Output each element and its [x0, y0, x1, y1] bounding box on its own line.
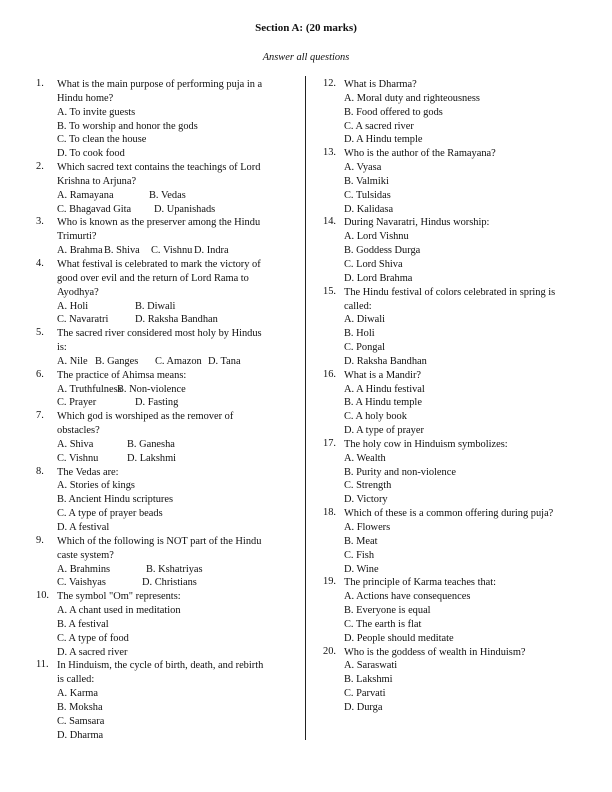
column-divider	[305, 76, 306, 740]
answer-option: C. Vaishyas	[57, 577, 106, 589]
question-text: is:	[57, 342, 67, 354]
answer-option: B. Diwali	[135, 300, 176, 312]
answer-option: A. Lord Vishnu	[344, 231, 409, 243]
answer-option: A. Holi	[57, 300, 89, 312]
question-item	[323, 216, 588, 285]
answer-option: C. Tulsidas	[344, 189, 391, 201]
option-row	[344, 396, 588, 410]
option-row	[344, 701, 588, 715]
question-item	[36, 216, 296, 258]
question-item	[36, 410, 296, 465]
option-row	[57, 521, 296, 535]
answer-option: C. Strength	[344, 480, 392, 492]
option-row	[57, 355, 296, 369]
option-row	[57, 493, 296, 507]
option-row	[344, 493, 588, 507]
question-text: Hindu home?	[57, 92, 114, 104]
answer-option: A. Actions have consequences	[344, 591, 471, 603]
question-text: What is Dharma?	[344, 79, 417, 90]
answer-option: B. To worship and honor the gods	[57, 120, 198, 132]
option-row	[57, 701, 296, 715]
question-text: What is the main purpose of performing puja in a	[57, 79, 263, 90]
option-row	[57, 300, 296, 314]
answer-option: C. Parvati	[344, 688, 386, 700]
answer-option: D. Lord Brahma	[344, 272, 413, 284]
answer-option: D. Fasting	[135, 397, 179, 409]
question-number: 1.	[36, 78, 44, 89]
answer-option: C. Samsara	[57, 715, 105, 727]
answer-option: B. Moksha	[57, 701, 103, 713]
option-row	[57, 147, 296, 161]
answer-option: D. To cook food	[57, 148, 125, 160]
option-row	[344, 120, 588, 134]
option-row	[344, 673, 588, 687]
option-row	[57, 313, 296, 327]
question-number: 19.	[323, 576, 336, 588]
answer-option: B. Kshatriyas	[146, 563, 203, 575]
question-text: Who is known as the preserver among the Hindu	[57, 217, 261, 229]
question-number: 2.	[36, 161, 44, 173]
question-item	[36, 369, 296, 411]
question-number: 17.	[323, 437, 336, 449]
question-number: 6.	[36, 368, 44, 380]
question-text: called:	[344, 300, 372, 312]
question-number: 4.	[36, 257, 44, 269]
answer-option: D. A sacred river	[57, 646, 128, 658]
answer-option: C. To clean the house	[57, 134, 147, 146]
question-text: Which of these is a common offering during puja?	[344, 508, 554, 520]
answer-option: B. A Hindu temple	[344, 397, 422, 409]
option-row	[344, 175, 588, 189]
answer-option: C. Fish	[344, 549, 375, 561]
question-item	[36, 327, 296, 369]
answer-option: C. Amazon	[155, 355, 202, 367]
option-row	[344, 161, 588, 175]
answer-option: A. A chant used in meditation	[57, 605, 181, 617]
answer-option: D. Durga	[344, 701, 383, 713]
answer-option: B. Valmiki	[344, 175, 389, 187]
option-row	[57, 563, 296, 577]
question-text: The principle of Karma teaches that:	[344, 577, 497, 589]
answer-option: D. Kalidasa	[344, 203, 394, 215]
question-text: What is a Mandir?	[344, 369, 422, 381]
option-row	[344, 327, 588, 341]
answer-option: B. Ganesha	[127, 438, 175, 450]
question-text: The practice of Ahimsa means:	[57, 369, 187, 381]
question-text: In Hinduism, the cycle of birth, death, and rebirth	[57, 660, 264, 672]
question-text: The Vedas are:	[57, 466, 119, 478]
question-number: 8.	[36, 465, 44, 477]
option-row	[57, 479, 296, 493]
answer-option: B. Purity and non-violence	[344, 466, 456, 478]
answer-option: C. Navaratri	[57, 314, 109, 326]
option-row	[344, 466, 588, 480]
answer-option: B. Non-violence	[117, 383, 186, 395]
option-row	[344, 424, 588, 438]
instructions: Answer all questions	[262, 52, 350, 63]
option-row	[344, 521, 588, 535]
left-column	[36, 78, 296, 743]
question-number: 14.	[323, 216, 336, 228]
option-row	[57, 120, 296, 134]
option-row	[344, 92, 588, 106]
question-number: 15.	[323, 285, 336, 297]
question-item	[323, 369, 588, 438]
question-number: 13.	[323, 147, 336, 159]
answer-option: D. Indra	[194, 245, 229, 257]
answer-option: A. Karma	[57, 688, 98, 700]
answer-option: A. Brahmins	[57, 563, 111, 575]
answer-option: C. A type of food	[57, 632, 129, 644]
option-row	[344, 244, 588, 258]
question-text: obstacles?	[57, 425, 100, 437]
question-number: 11.	[36, 659, 49, 671]
option-row	[344, 258, 588, 272]
option-row	[344, 618, 588, 632]
answer-option: C. Prayer	[57, 397, 97, 409]
answer-option: A. Saraswati	[344, 660, 398, 672]
answer-option: A. Wealth	[344, 452, 386, 464]
right-column	[323, 78, 588, 715]
option-row	[344, 563, 588, 577]
question-text: caste system?	[57, 549, 114, 561]
question-text: The Hindu festival of colors celebrated in spring is	[344, 286, 556, 298]
answer-option: D. A type of prayer	[344, 425, 424, 437]
answer-option: C. Bhagavad Gita	[57, 203, 132, 215]
option-row	[344, 452, 588, 466]
answer-option: D. Raksha Bandhan	[344, 355, 427, 367]
option-row	[57, 646, 296, 660]
question-item	[36, 535, 296, 590]
option-row	[344, 410, 588, 424]
answer-option: C. Vishnu	[151, 245, 193, 257]
answer-option: D. A festival	[57, 522, 110, 533]
option-row	[57, 507, 296, 521]
answer-option: D. Lakshmi	[127, 452, 177, 464]
question-number: 12.	[323, 78, 336, 89]
answer-option: C. Pongal	[344, 342, 385, 354]
option-row	[344, 549, 588, 563]
question-text: Krishna to Arjuna?	[57, 175, 137, 187]
option-row	[344, 272, 588, 286]
question-item	[36, 161, 296, 216]
answer-option: B. Holi	[344, 328, 375, 340]
question-number: 18.	[323, 507, 336, 519]
question-number: 7.	[36, 410, 44, 422]
question-text: is called:	[57, 674, 95, 686]
question-item	[36, 78, 296, 161]
question-text: Who is the author of the Ramayana?	[344, 148, 496, 160]
answer-option: B. Everyone is equal	[344, 605, 431, 617]
option-row	[344, 535, 588, 549]
answer-option: D. Dharma	[57, 729, 104, 741]
option-row	[344, 604, 588, 618]
answer-option: B. A festival	[57, 618, 109, 630]
question-text: Which god is worshiped as the remover of	[57, 411, 234, 423]
question-item	[36, 659, 296, 742]
question-item	[36, 590, 296, 659]
option-row	[344, 203, 588, 217]
option-row	[57, 438, 296, 452]
question-item	[36, 466, 296, 535]
answer-option: C. Vishnu	[57, 452, 99, 464]
answer-option: A. Shiva	[57, 438, 94, 450]
option-row	[344, 341, 588, 355]
answer-option: B. Ancient Hindu scriptures	[57, 494, 174, 506]
option-row	[57, 106, 296, 120]
question-item	[323, 507, 588, 576]
question-item	[323, 147, 588, 216]
answer-option: A. A Hindu festival	[344, 383, 425, 395]
question-text: Which sacred text contains the teachings of Lord	[57, 162, 261, 174]
option-row	[344, 383, 588, 397]
option-row	[344, 355, 588, 369]
answer-option: B. Lakshmi	[344, 674, 393, 686]
question-text: Which of the following is NOT part of the Hindu	[57, 535, 262, 547]
option-row	[57, 133, 296, 147]
answer-option: D. Tana	[208, 355, 241, 367]
question-item	[323, 646, 588, 715]
question-item	[323, 438, 588, 507]
question-number: 3.	[36, 216, 44, 228]
answer-option: A. Vyasa	[344, 162, 382, 174]
option-row	[57, 396, 296, 410]
answer-option: D. A Hindu temple	[344, 134, 423, 146]
option-row	[344, 133, 588, 147]
option-row	[344, 687, 588, 701]
option-row	[344, 313, 588, 327]
option-row	[57, 632, 296, 646]
answer-option: B. Shiva	[104, 245, 140, 257]
question-text: Trimurti?	[57, 231, 97, 243]
option-row	[344, 189, 588, 203]
question-text: During Navaratri, Hindus worship:	[344, 217, 490, 229]
option-row	[344, 479, 588, 493]
option-row	[57, 452, 296, 466]
question-number: 10.	[36, 590, 49, 602]
option-row	[57, 383, 296, 397]
answer-option: A. To invite guests	[57, 106, 136, 118]
question-item	[323, 576, 588, 645]
option-row	[57, 729, 296, 743]
answer-option: A. Ramayana	[57, 189, 114, 201]
question-number: 16.	[323, 368, 336, 380]
question-text: Ayodhya?	[57, 286, 99, 298]
option-row	[344, 230, 588, 244]
option-row	[57, 576, 296, 590]
question-text: The holy cow in Hinduism symbolizes:	[344, 438, 508, 450]
answer-option: B. Goddess Durga	[344, 245, 421, 257]
option-row	[57, 618, 296, 632]
answer-option: B. Vedas	[149, 189, 186, 201]
option-row	[344, 659, 588, 673]
answer-option: A. Flowers	[344, 522, 391, 533]
answer-option: C. A sacred river	[344, 120, 414, 132]
question-number: 9.	[36, 534, 44, 546]
question-text: The sacred river considered most holy by Hindus	[57, 328, 262, 340]
question-text: The symbol "Om" represents:	[57, 591, 181, 603]
answer-option: D. Upanishads	[154, 203, 216, 215]
answer-option: D. Raksha Bandhan	[135, 314, 218, 326]
question-text: good over evil and the return of Lord Rama to	[57, 272, 249, 284]
answer-option: A. Brahma	[57, 245, 103, 257]
question-number: 20.	[323, 645, 336, 657]
question-text: What festival is celebrated to mark the victory of	[57, 258, 261, 270]
option-row	[57, 203, 296, 217]
question-text: Who is the goddess of wealth in Hinduism?	[344, 646, 526, 658]
answer-option: A. Truthfulness	[57, 383, 122, 395]
answer-option: A. Nile	[57, 355, 88, 367]
section-title: Section A: (20 marks)	[255, 22, 357, 34]
answer-option: C. A holy book	[344, 411, 407, 423]
answer-option: C. Lord Shiva	[344, 258, 403, 270]
option-row	[344, 590, 588, 604]
answer-option: D. Christians	[142, 577, 197, 589]
question-item	[323, 78, 588, 147]
option-row	[57, 604, 296, 618]
option-row	[57, 244, 296, 258]
option-row	[57, 715, 296, 729]
answer-option: D. Wine	[344, 563, 379, 575]
answer-option: B. Ganges	[95, 355, 139, 367]
question-item	[36, 258, 296, 327]
answer-option: D. People should meditate	[344, 632, 454, 644]
option-row	[344, 632, 588, 646]
answer-option: D. Victory	[344, 494, 388, 506]
answer-option: B. Food offered to gods	[344, 106, 443, 118]
option-row	[57, 687, 296, 701]
question-item	[323, 286, 588, 369]
question-number: 5.	[36, 327, 44, 339]
option-row	[57, 189, 296, 203]
answer-option: A. Moral duty and righteousness	[344, 92, 480, 104]
answer-option: A. Diwali	[344, 314, 385, 326]
answer-option: C. The earth is flat	[344, 618, 422, 630]
answer-option: B. Meat	[344, 535, 378, 547]
option-row	[344, 106, 588, 120]
answer-option: C. A type of prayer beads	[57, 508, 163, 520]
answer-option: A. Stories of kings	[57, 480, 135, 492]
